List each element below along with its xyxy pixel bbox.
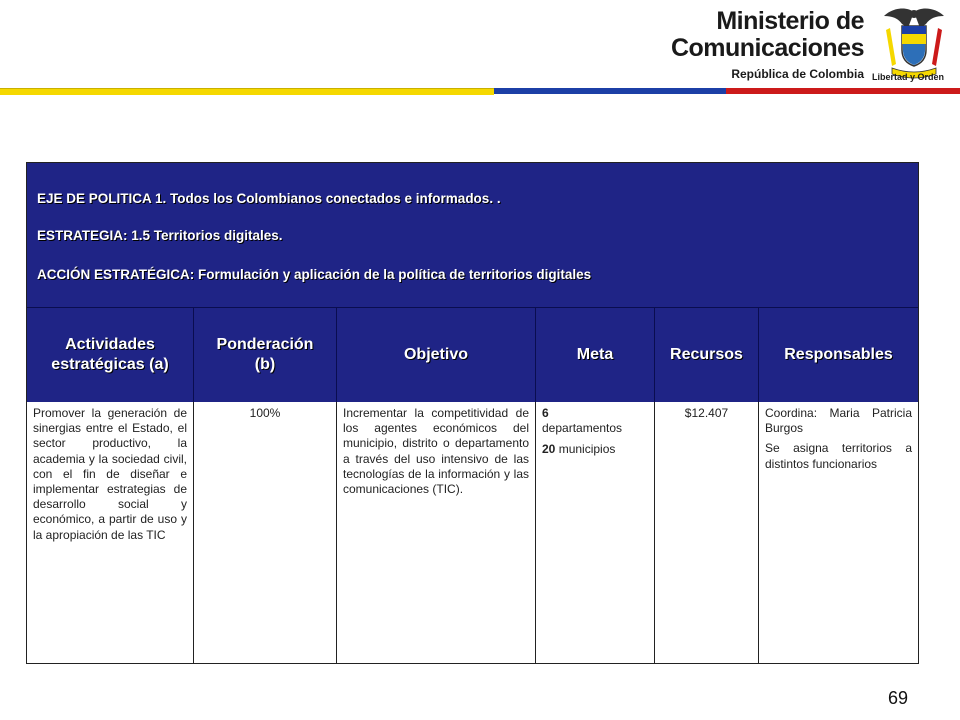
meta-item (542, 406, 648, 436)
stripe-blue (494, 88, 726, 94)
brand-title-line1: Ministerio de (716, 7, 864, 35)
cell-objetivo: Incrementar la competitividad de los agentes económicos del municipio, distrito o departamento a través del uso intensivo de las tecnologías de la información y las comunicaciones (TIC). (336, 402, 535, 663)
crest-motto: Libertad y Orden (871, 72, 944, 82)
brand-title-line2: Comunicaciones (670, 34, 864, 62)
column-header-meta: Meta (535, 307, 654, 402)
brand-subtitle: República de Colombia (731, 67, 864, 81)
policy-header (27, 163, 918, 307)
column-header-actividades: Actividades estratégicas (a) (27, 307, 193, 402)
cell-actividad: Promover la generación de sinergias entre el Estado, el sector productivo, la academia y la sociedad civil, con el fin de diseñar e implementar estrategias de desarrollo social y económico, a partir de uso y la apropiación de las TIC (33, 406, 187, 542)
column-header-objetivo: Objetivo (336, 307, 535, 402)
flag-stripes (0, 88, 960, 94)
responsable-line: Coordina: Maria Patricia Burgos (765, 406, 912, 436)
cell-meta (535, 402, 654, 663)
cell-ponderacion: 100% (193, 402, 336, 663)
column-header-recursos: Recursos (654, 307, 758, 402)
ministry-branding (671, 8, 864, 81)
meta-number: 20 (542, 442, 556, 457)
meta-label: municipios (558, 442, 616, 457)
column-header-responsables: Responsables (758, 307, 918, 402)
policy-action: ACCIÓN ESTRATÉGICA: Formulación y aplicación de la política de territorios digitales (37, 267, 592, 282)
cell-recursos: $12.407 (654, 402, 758, 663)
meta-number: 6 (542, 406, 549, 420)
stripe-red (726, 88, 960, 94)
strategy-table (26, 162, 919, 664)
meta-label: departamentos (542, 421, 623, 436)
responsable-line: Se asigna territorios a distintos funcionarios (765, 441, 912, 471)
policy-strategy: ESTRATEGIA: 1.5 Territorios digitales. (37, 228, 283, 243)
meta-item (542, 442, 648, 457)
policy-axis: EJE DE POLITICA 1. Todos los Colombianos conectados e informados. . (37, 191, 501, 206)
stripe-yellow (0, 88, 494, 95)
cell-responsables (758, 402, 918, 663)
page-number: 69 (887, 688, 908, 708)
column-header-ponderacion: Ponderación (b) (193, 307, 336, 402)
